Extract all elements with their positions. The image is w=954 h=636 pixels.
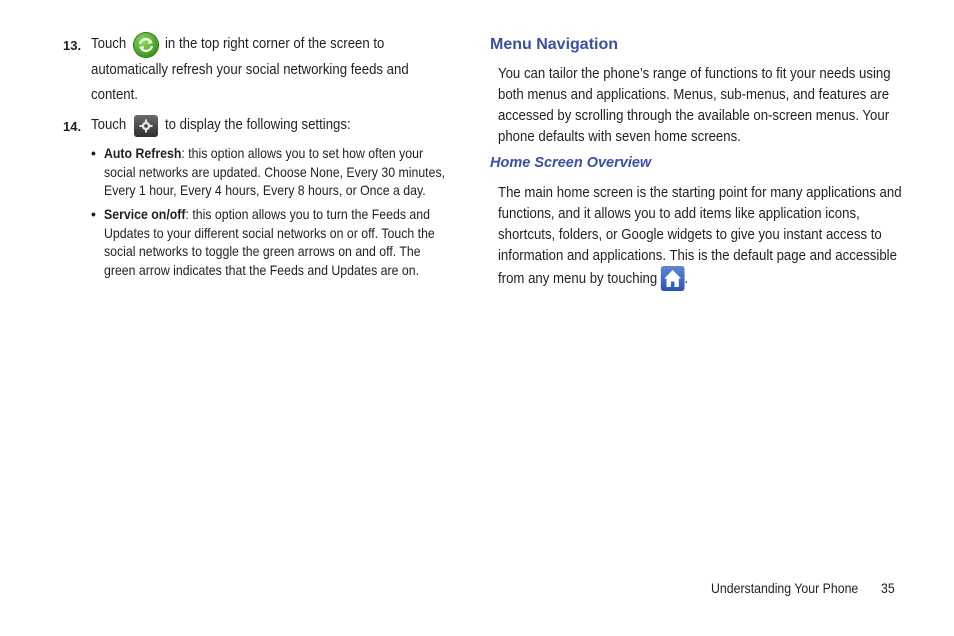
- step-number: 13.: [63, 38, 82, 53]
- subsection-paragraph: [498, 182, 903, 291]
- gear-icon: [134, 115, 158, 137]
- bullet: •: [91, 206, 96, 222]
- footer-section: Understanding Your Phone: [711, 580, 859, 596]
- bullet-description: : this option allows you to set how often your social networks are updated. Choose None, Every 30 minutes, Every 1 hour, Every 4 hours, Every 8 hours, or Once a day.: [104, 145, 446, 198]
- bullet-auto-refresh: [104, 144, 447, 200]
- refresh-icon: [134, 33, 158, 57]
- bullet-description: : this option allows you to turn the Feeds and Updates to your different social networks on or off. Touch the social networks to toggle the green arrows on and off. The green arrow indicates that the Feeds and Updates are on.: [104, 206, 435, 278]
- bullet: •: [91, 145, 96, 161]
- step-text: in the top right corner of the screen to: [165, 35, 385, 52]
- step-text: content.: [91, 86, 138, 103]
- step-text: Touch: [91, 116, 127, 133]
- paragraph-end: .: [684, 270, 689, 287]
- step-text: to display the following settings:: [165, 116, 351, 133]
- section-heading: Menu Navigation: [490, 36, 619, 53]
- bullet-term: Auto Refresh: [104, 145, 182, 161]
- bullet-service-on-off: [104, 205, 447, 279]
- section-paragraph: You can tailor the phone’s range of functions to fit your needs using both menus and applications. Menus, sub-menus, and features are accessed by scrolling through the available on-screen menus. Your phone defaults with seven home screens.: [498, 65, 891, 145]
- step-text: automatically refresh your social networking feeds and: [91, 61, 409, 78]
- step-text: Touch: [91, 35, 127, 52]
- bullet-term: Service on/off: [104, 206, 186, 222]
- page-number: 35: [881, 580, 895, 596]
- paragraph-text: The main home screen is the starting point for many applications and functions, and it allows you to add items like application icons, shortcuts, folders, or Google widgets to give you instant access to information and applications. This is the default page and accessible from any menu by touching: [498, 184, 902, 287]
- home-icon: [661, 266, 685, 291]
- step-number: 14.: [63, 119, 82, 134]
- subsection-heading: Home Screen Overview: [490, 155, 652, 171]
